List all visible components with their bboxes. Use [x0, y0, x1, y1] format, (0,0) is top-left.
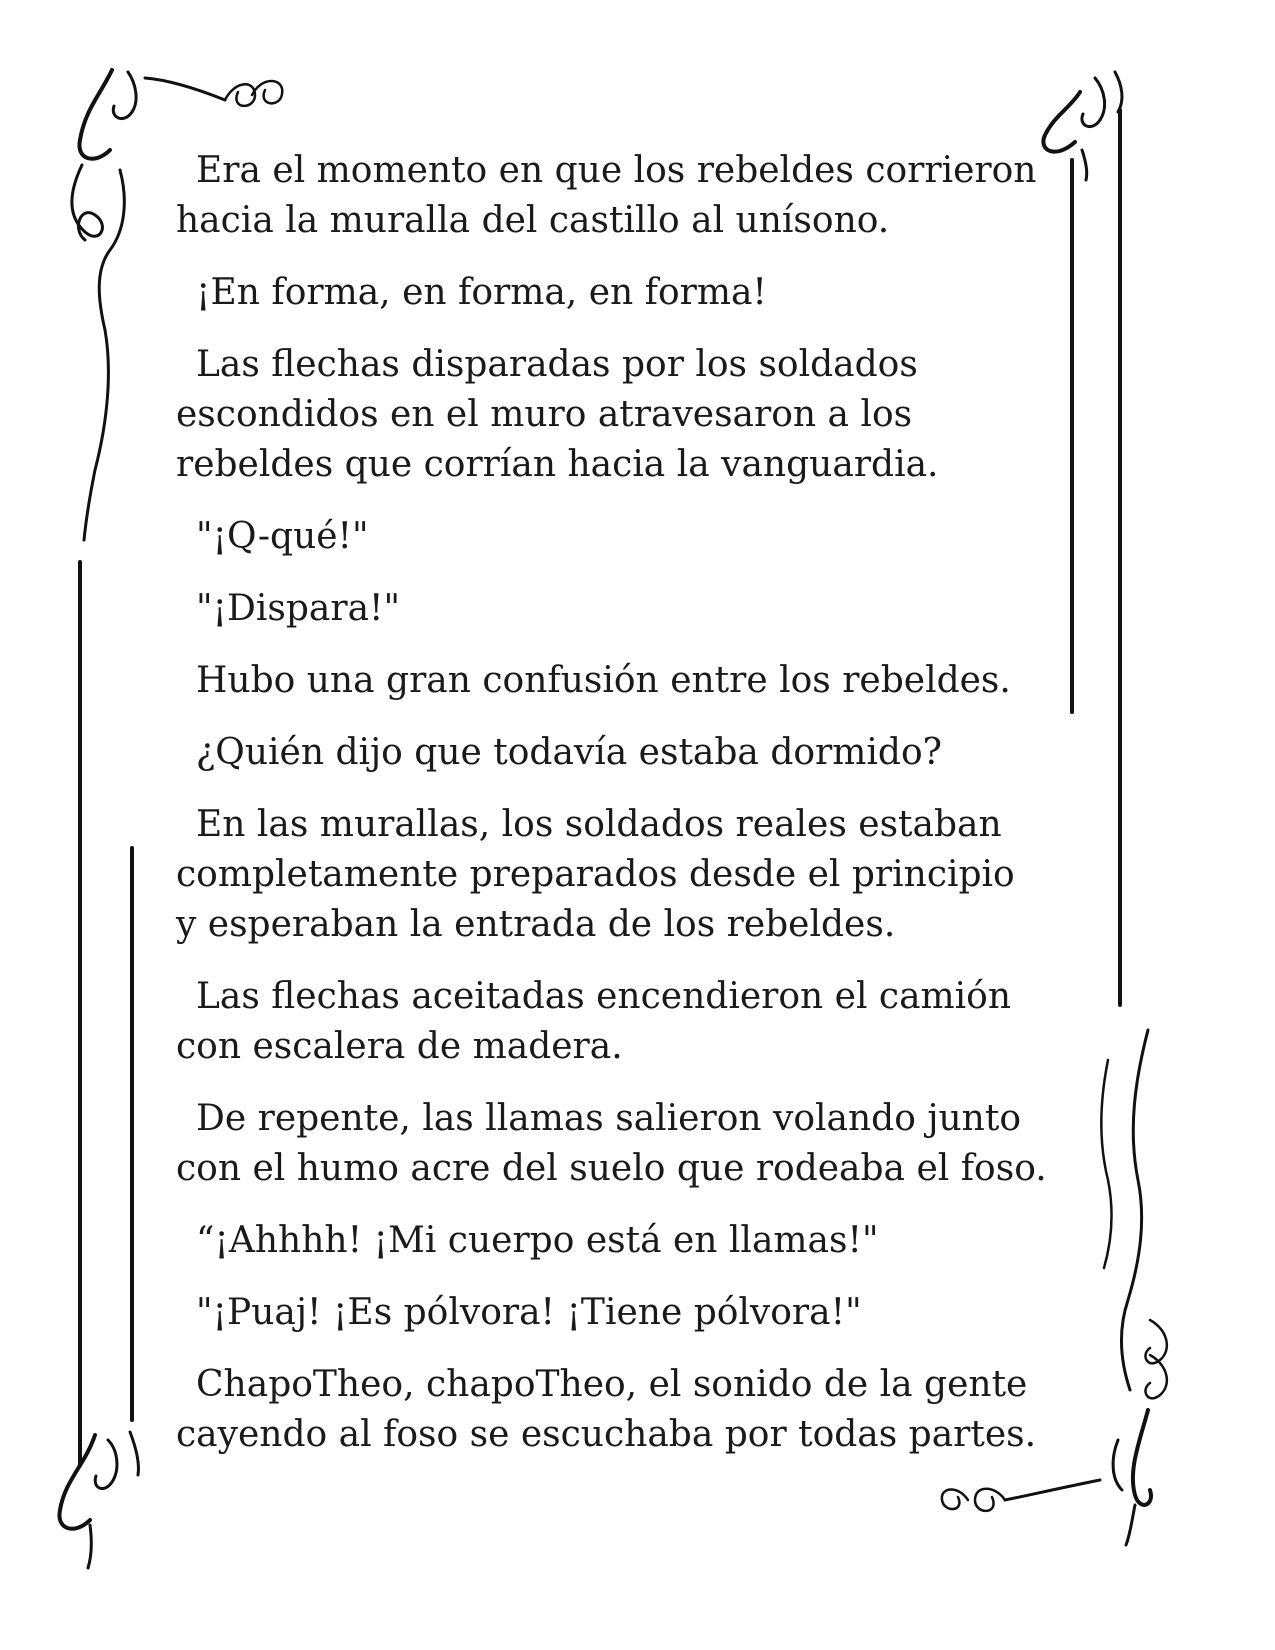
paragraph-2: [176, 268, 1096, 318]
paragraph-line: "¡Puaj! ¡Es pólvora! ¡Tiene pólvora!": [196, 1292, 862, 1333]
paragraph-line: ¡En forma, en forma, en forma!: [196, 272, 767, 313]
paragraph-4: [176, 512, 1096, 562]
paragraph-9: [176, 972, 1096, 1072]
paragraph-line: “¡Ahhhh! ¡Mi cuerpo está en llamas!": [196, 1220, 879, 1261]
paragraph-line: con escalera de madera.: [176, 1026, 623, 1067]
paragraph-5: [176, 584, 1096, 634]
paragraph-line: con el humo acre del suelo que rodeaba el foso.: [176, 1148, 1047, 1189]
paragraph-line: ¿Quién dijo que todavía estaba dormido?: [196, 732, 942, 773]
paragraph-line: Hubo una gran confusión entre los rebeldes.: [196, 660, 1011, 701]
paragraph-line: Las flechas aceitadas encendieron el camión: [196, 976, 1012, 1017]
paragraph-line: y esperaban la entrada de los rebeldes.: [176, 904, 896, 945]
paragraph-1: [176, 146, 1096, 246]
paragraph-line: cayendo al foso se escuchaba por todas partes.: [176, 1414, 1037, 1455]
paragraph-11: [176, 1216, 1096, 1266]
paragraph-line: hacia la muralla del castillo al unísono.: [176, 200, 890, 241]
paragraph-line: "¡Dispara!": [196, 588, 401, 629]
story-text: [176, 146, 1096, 1482]
paragraph-line: completamente preparados desde el principio: [176, 854, 1015, 895]
paragraph-7: [176, 728, 1096, 778]
bottom-left-flourish-icon: [59, 1432, 138, 1568]
paragraph-8: [176, 800, 1096, 950]
paragraph-line: En las murallas, los soldados reales estaban: [196, 804, 1002, 845]
paragraph-13: [176, 1360, 1096, 1460]
paragraph-line: Las flechas disparadas por los soldados: [196, 344, 918, 385]
paragraph-line: escondidos en el muro atravesaron a los: [176, 394, 913, 435]
paragraph-line: Era el momento en que los rebeldes corrieron: [196, 150, 1037, 191]
paragraph-12: [176, 1288, 1096, 1338]
paragraph-10: [176, 1094, 1096, 1194]
paragraph-line: "¡Q-qué!": [196, 516, 369, 557]
paragraph-6: [176, 656, 1096, 706]
paragraph-line: De repente, las llamas salieron volando junto: [196, 1098, 1022, 1139]
paragraph-3: [176, 340, 1096, 490]
paragraph-line: rebeldes que corrían hacia la vanguardia.: [176, 444, 939, 485]
paragraph-line: ChapoTheo, chapoTheo, el sonido de la gente: [196, 1364, 1028, 1405]
